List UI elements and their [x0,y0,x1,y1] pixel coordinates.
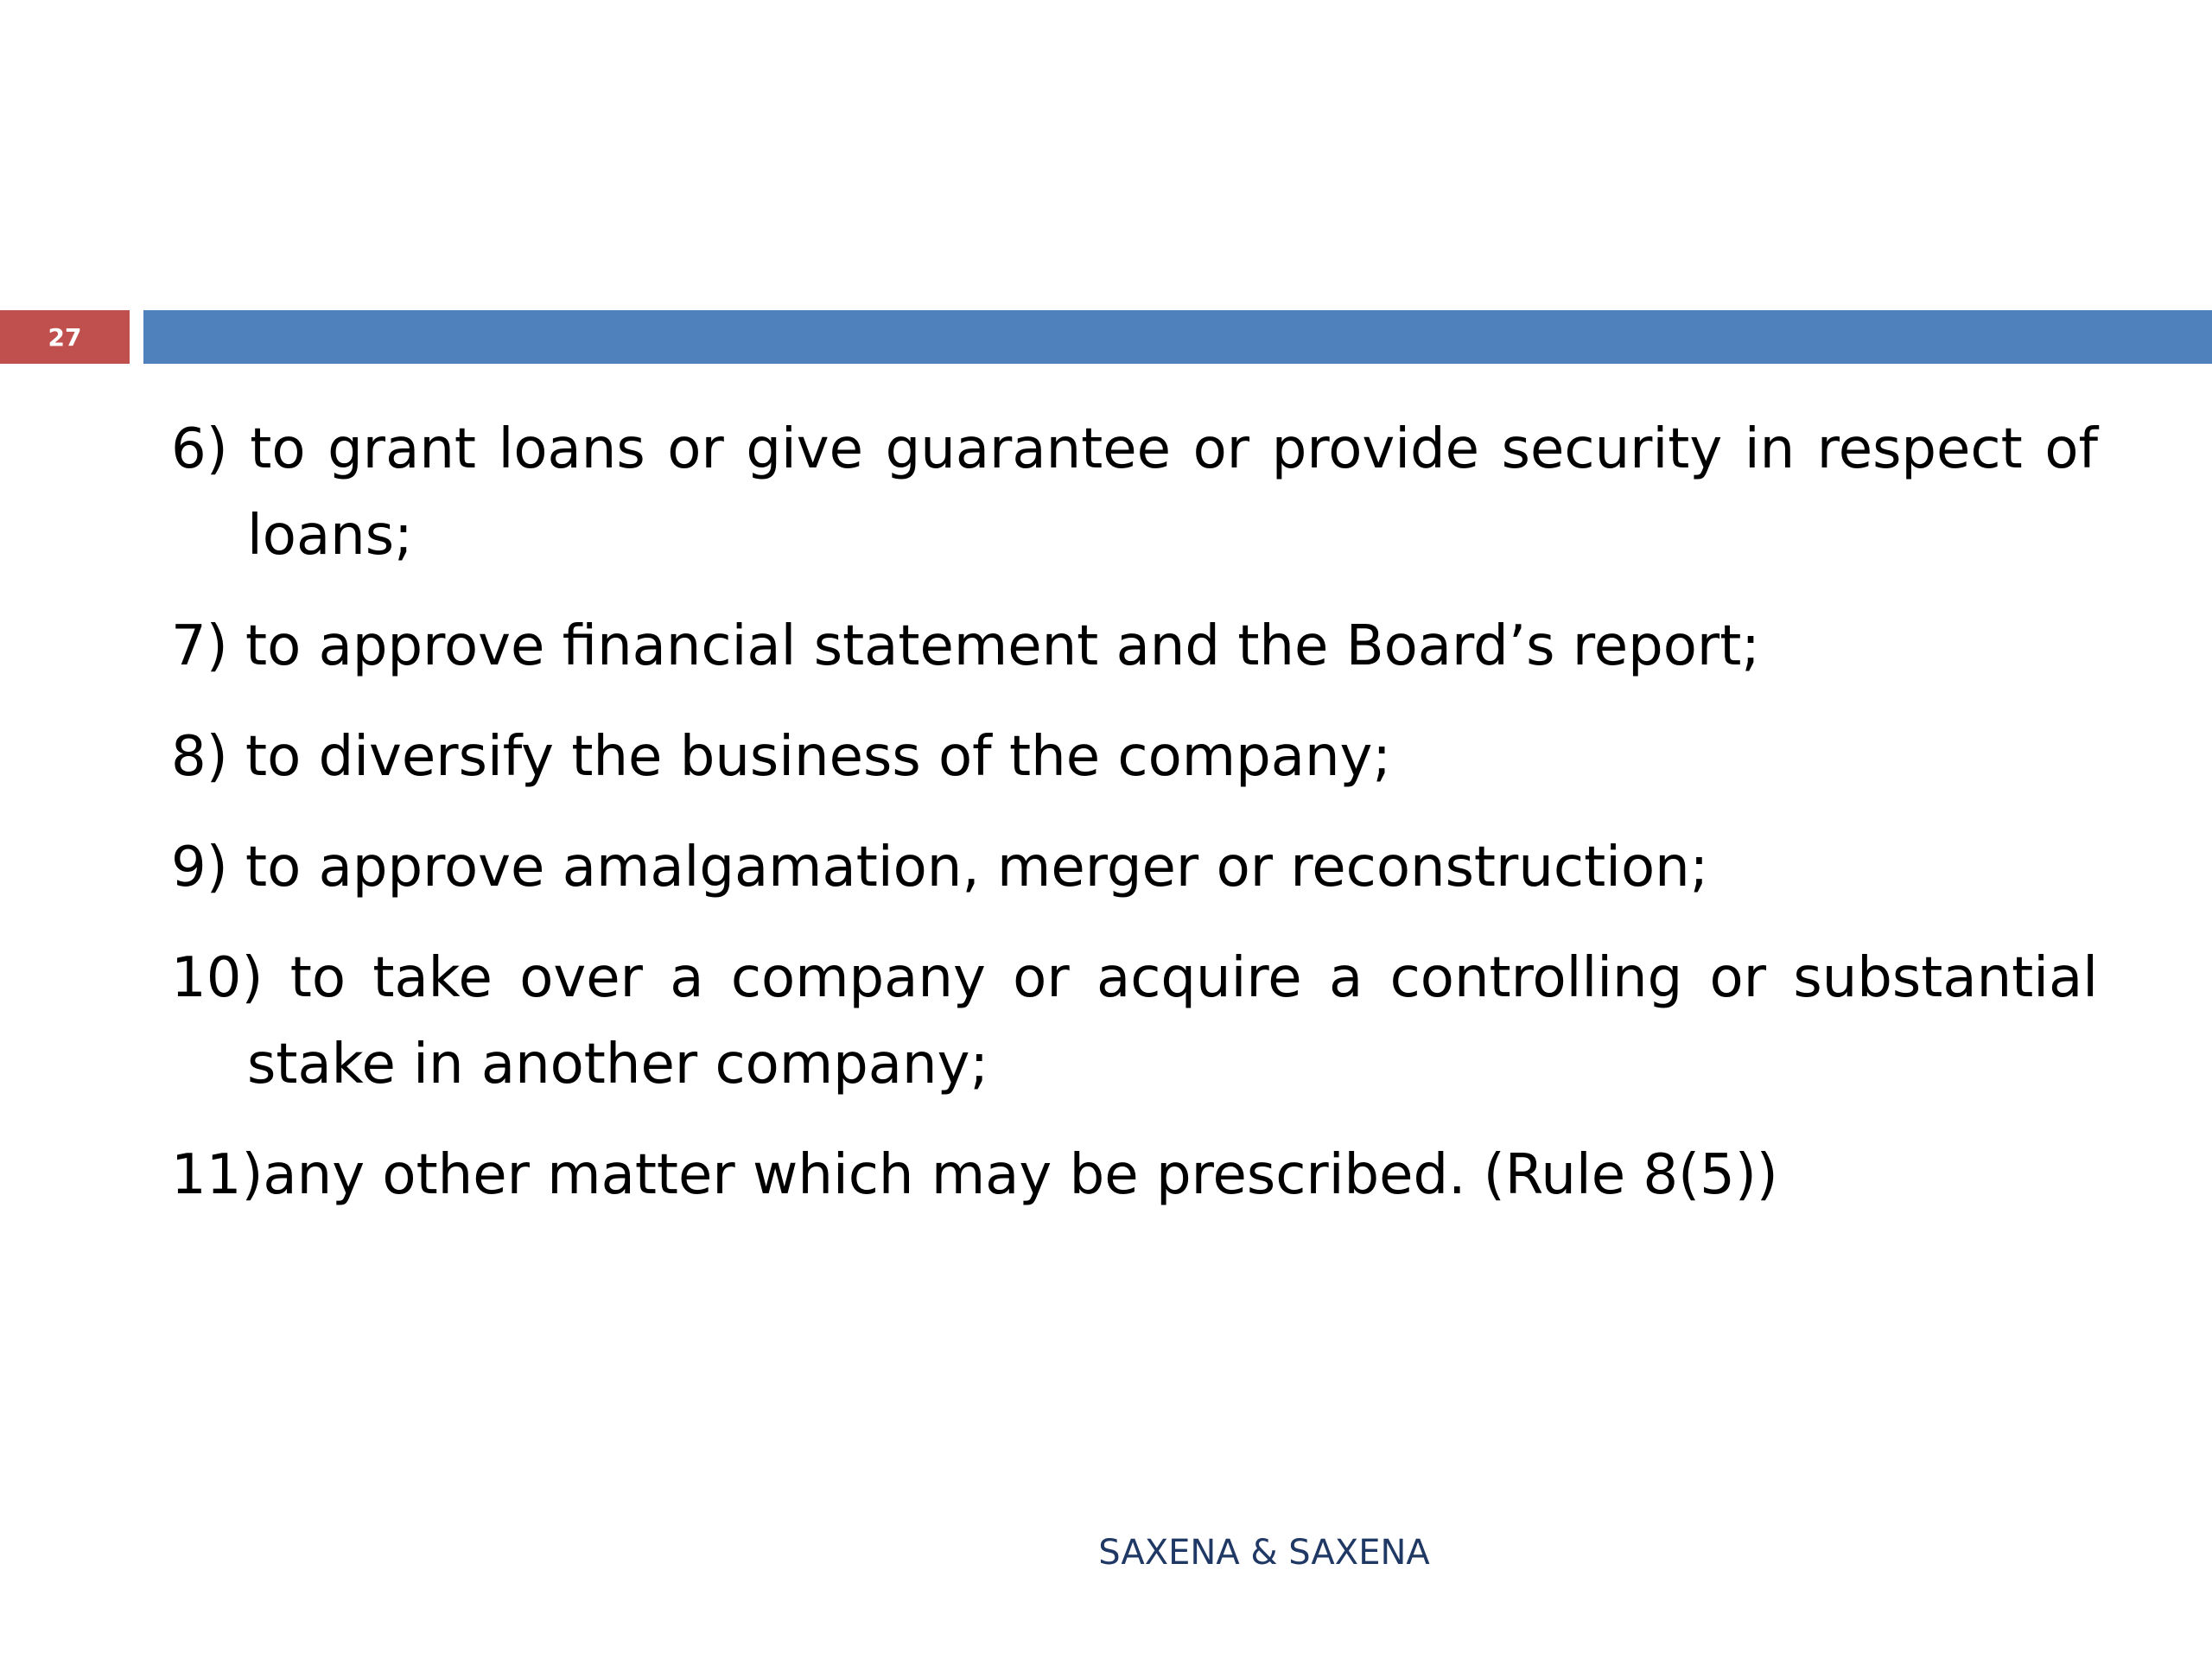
slide-number-badge [0,310,130,364]
list-item-10: 10) to take over a company or acquire a controlling or substantial stake in another company; [171,946,2098,1096]
slide-number: 27 [48,322,82,352]
list-item-11: 11)any other matter which may be prescribed. (Rule 8(5)) [171,1143,1778,1207]
footer-text: SAXENA & SAXENA [1098,1533,1430,1573]
list-item-6: 6) to grant loans or give guarantee or provide security in respect of loans; [171,417,2098,568]
list-item-9: 9) to approve amalgamation, merger or reconstruction; [171,836,1709,899]
slide-body [171,406,2098,1243]
header-bar [143,310,2212,364]
list-item-7: 7) to approve financial statement and the Board’s report; [171,614,1760,678]
list-item-8: 8) to diversify the business of the company; [171,725,1391,789]
